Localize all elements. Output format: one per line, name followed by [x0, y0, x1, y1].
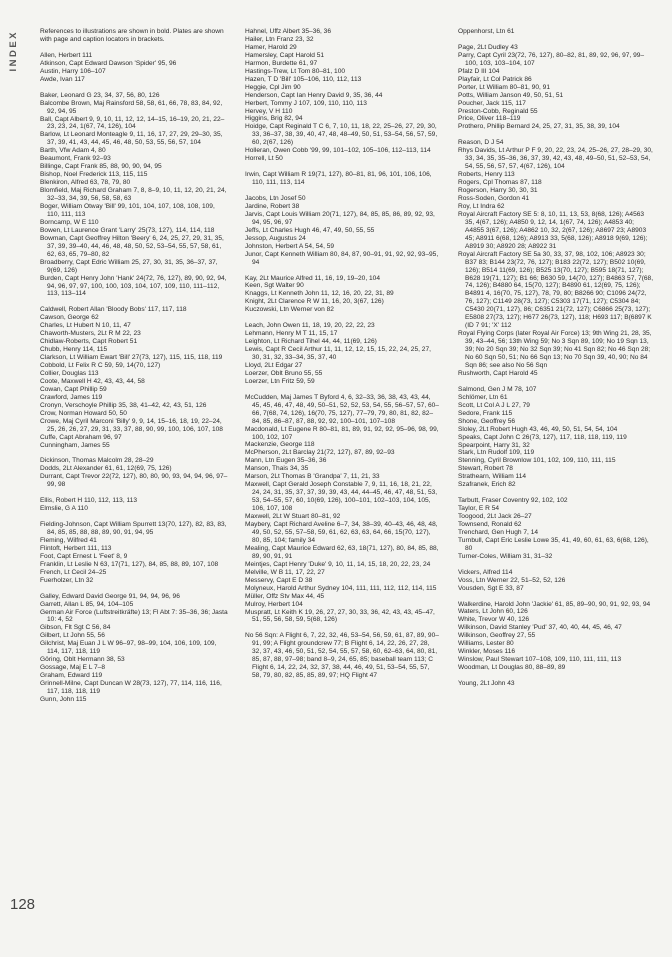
index-entry: Royal Aircraft Factory SE 5a 30, 33, 37, 98, 102, 106; A8923 30; B37 83; B144 23(72, 76, 127); B183 22(72, 127); B502 10(69, 126); B514 11(69, 126); B525 13(70, 127); B595 18(71, 127); B628 19(71, 127); B1 66; B630 59, 14(70, 127); B4863 57, 7(68, 74, 126); B4880 64, 15(70, 127); B4890 61, 12(69, 75, 126); B4891 4, 16(70, 75, 127), 78, 79, 80; B8266 90; C1096 24(72, 76, 127); C1149 28(73, 127); C5303 17(71, 127); C5304 84; C5430 20(71, 127), 86; C6351 21(72, 127); C6866 25(73, 127); E5808 27(73, 127); H677 26(73, 127), 118; H693 117; B(6897 K (ID 7 91; 'X' 112	[458, 250, 654, 330]
index-entry: Crow, Norman Howard 50, 50	[40, 409, 127, 417]
index-entry: Townsend, Ronald 62	[458, 521, 522, 529]
index-entry: Jessop, Augustus 24	[245, 234, 306, 242]
entry-gap	[40, 513, 228, 521]
index-entry: Mackenzie, George 118	[245, 441, 315, 449]
index-entry: Poucher, Jack 115, 117	[458, 99, 526, 107]
index-entry: Reason, D J 54	[458, 139, 504, 147]
index-entry: Hazen, T D 'Bill' 105–106, 110, 112, 113	[245, 75, 362, 83]
entry-gap	[245, 624, 440, 632]
index-entry: Galley, Edward David George 91, 94, 94, 96, 96	[40, 592, 180, 600]
index-entry: Blenkiron, Alfred 63, 78, 79, 80	[40, 179, 131, 187]
index-entry: Leighton, Lt Richard Tihel 44, 44, 11(69, 126)	[245, 338, 377, 346]
index-entry: Fuerholzer, Ltn 32	[40, 576, 94, 584]
index-entry: Jarvis, Capt Louis William 20(71, 127), 84, 85, 85, 86, 89, 92, 93, 94, 95, 96, 97	[245, 210, 435, 226]
index-entry: Salmond, Gen J M 78, 107	[458, 385, 537, 393]
index-entry: Hastings-Trew, Lt Tom 80–81, 100	[245, 67, 346, 75]
entry-gap	[245, 267, 440, 275]
index-column-1	[40, 28, 228, 704]
index-entry: Hahnel, Uffz Albert 35–36, 36	[245, 28, 332, 35]
index-entry: Gunn, John 115	[40, 696, 87, 704]
index-entry: Toogood, 2Lt Jack 26–27	[458, 513, 532, 521]
index-entry: Crowe, Maj Cyril Marconi 'Billy' 9, 9, 14, 15–16, 18, 19, 22–24, 25, 26, 26, 27, 29, 31, 33, 37, 88, 90, 99, 100, 106, 107, 108	[40, 417, 223, 433]
index-entry: Ellis, Robert H 110, 112, 113, 113	[40, 497, 138, 505]
index-entry: Stenning, Cyril Brownlow 101, 102, 109, 110, 111, 115	[458, 457, 616, 465]
index-entry: Scott, Lt Col A J L 27, 79	[458, 401, 530, 409]
index-entry: Voss, Ltn Werner 22, 51–52, 52, 126	[458, 576, 566, 584]
index-entry: Turnbull, Capt Eric Leslie Lowe 35, 41, 49, 60, 61, 63, 6(68, 126), 80	[458, 536, 649, 552]
index-entry: Jacobs, Ltn Josef 50	[245, 194, 306, 202]
entry-gap	[245, 386, 440, 394]
index-entry: Vousden, Sgt E 33, 87	[458, 584, 524, 592]
index-entry: Beaumont, Frank 92–93	[40, 155, 111, 163]
index-entry: Melville, W B 11, 17, 22, 27	[245, 568, 325, 576]
index-entry: Lloyd, 2Lt Edgar 27	[245, 361, 303, 369]
index-entry: Mulroy, Herbert 104	[245, 600, 303, 608]
index-entry: Irwin, Capt William R 19(71, 127), 80–81, 81, 96, 101, 106, 106, 110, 111, 113, 114	[245, 171, 432, 187]
index-entry: Price, Oliver 118–119	[458, 115, 521, 123]
index-entry: Harmon, Burdette 61, 97	[245, 59, 318, 67]
index-entry: Parry, Capt Cyril 23(72, 76, 127), 80–82, 81, 89, 92, 96, 97, 99–100, 103, 103–104, 107	[458, 51, 645, 67]
index-entry: Lewis, Capt R Cecil Arthur 11, 11, 12, 12, 15, 15, 22, 24, 25, 27, 30, 31, 32, 33–34, 35, 37, 40	[245, 346, 431, 362]
index-entry: No 56 Sqn: A Flight 6, 7, 22, 32, 46, 53–54, 56, 59, 61, 87, 89, 90–91, 99; A Flight groundcrew 77; B Flight 6, 14, 22, 26, 27, 28, 32, 37, 43, 46, 50, 51, 52, 54, 55, 57, 58, 60, 62–63, 64, 80, 81, 85, 87, 88, 97–98; band 8–9, 24, 65, 85; baseball team 113; C Flight 6, 14, 22, 24, 32, 37, 38, 44, 46, 49, 51, 53–54, 55, 57, 58, 79, 80, 82, 85, 85, 89, 97; HQ Flight 47	[245, 632, 439, 680]
index-entry: Macdonald, Lt Eugene R 80–81, 81, 89, 91, 92, 92, 95–96, 98, 99, 100, 102, 107	[245, 425, 439, 441]
entry-gap	[40, 84, 228, 92]
index-entry: Fielding-Johnson, Capt William Spurrett 13(70, 127), 82, 83, 83, 84, 85, 85, 88, 88, 89, 90, 91, 94, 95	[40, 521, 227, 537]
entry-gap	[40, 450, 228, 458]
index-entry: Walkerdine, Harold John 'Jackie' 61, 85, 89–90, 90, 91, 92, 93, 94	[458, 600, 651, 608]
entry-gap	[40, 585, 228, 593]
index-entry: Gilbert, Lt John 55, 56	[40, 632, 105, 640]
index-entry: Wilkinson, David Stanley 'Pud' 37, 40, 40, 44, 45, 46, 47	[458, 624, 622, 632]
index-entry: French, Lt Cecil 24–25	[40, 568, 107, 576]
index-entry: Chaworth-Musters, 2Lt R M 22, 23	[40, 330, 141, 338]
index-entry: Vickers, Alfred 114	[458, 568, 513, 576]
index-entry: Bishop, Noel Frederick 113, 115, 115	[40, 171, 148, 179]
index-entry: Stark, Ltn Rudolf 109, 119	[458, 449, 535, 457]
index-entry: Knight, 2Lt Clarence R W 11, 16, 20, 3(67, 126)	[245, 298, 384, 306]
entry-gap	[245, 314, 440, 322]
entry-gap	[40, 298, 228, 306]
index-entry: Ball, Capt Albert 9, 9, 10, 11, 12, 12, 14–15, 16–19, 20, 21, 22–23, 23, 24, 1(67, 74, 126), 104	[40, 115, 225, 131]
index-entry: Durrant, Capt Trevor 22(72, 127), 80, 80, 90, 93, 94, 94, 96, 97–99, 98	[40, 473, 228, 489]
index-entry: Molyneux, Harold Arthur Sydney 104, 111, 111, 112, 112, 114, 115	[245, 584, 437, 592]
index-entry: Clarkson, Lt William Ewart 'Bill' 27(73, 127), 115, 115, 118, 119	[40, 354, 223, 362]
index-entry: Spearpoint, Harry 31, 32	[458, 441, 530, 449]
index-entry: Strathearn, William 114	[458, 473, 527, 481]
index-entry: Marson, 2Lt Thomas B 'Grandpa' 7, 11, 21, 33	[245, 473, 380, 481]
index-entry: Grinnell-Milne, Capt Duncan W 28(73, 127), 77, 114, 116, 116, 117, 118, 118, 119	[40, 680, 222, 696]
index-entry: Maybery, Capt Richard Aveline 6–7, 34, 38–39, 40–43, 46, 48, 48, 49, 50, 52, 55, 57–58, 59, 61, 62, 63, 63, 64, 66, 15(70, 127), 80, 85, 104; family 34	[245, 521, 438, 544]
entry-gap	[458, 489, 654, 497]
index-entry: Young, 2Lt John 43	[458, 680, 515, 688]
index-entry: Schlömer, Ltn 61	[458, 393, 508, 401]
index-entry: Page, 2Lt Dudley 43	[458, 43, 518, 51]
index-entry: Charles, Lt Hubert N 10, 11, 47	[40, 322, 131, 330]
index-entry: Shone, Geoffrey 56	[458, 417, 516, 425]
index-entry: Turner-Coles, William 31, 31–32	[458, 552, 553, 560]
index-entry: German Air Force (Luftstreitkräfte) 13; Fl Abt 7: 35–36, 36; Jasta 10: 4, 52	[40, 608, 228, 624]
index-entry: Jardine, Robert 38	[245, 202, 300, 210]
index-entry: Gilchrist, Maj Euan J L W 96–97, 98–99, 104, 106, 109, 109, 114, 117, 118, 119	[40, 640, 217, 656]
index-entry: Maxwell, Capt Gerald Joseph Constable 7, 9, 11, 16, 18, 21, 22, 24, 24, 31, 35, 37, 37, 39, 39, 43, 44, 44–45, 46, 47, 48, 51, 53, 53, 54–55, 57, 60, 10(69, 126), 100–101, 102–103, 104, 105, 106, 107, 108	[245, 481, 438, 513]
index-entry: Kay, 2Lt Maurice Alfred 11, 16, 19, 19–20, 104	[245, 274, 381, 282]
index-entry: Meintjes, Capt Henry 'Duke' 9, 10, 11, 14, 15, 18, 20, 22, 23, 24	[245, 560, 431, 568]
index-entry: Atkinson, Capt Edward Dawson 'Spider' 95, 96	[40, 59, 177, 67]
index-entry: Lehmann, Henry M T 11, 15, 17	[245, 330, 338, 338]
entry-gap	[245, 187, 440, 195]
index-entry: Cawson, George 62	[40, 314, 99, 322]
index-intro: References to illustrations are shown in bold. Plates are shown with page and caption locators in brackets.	[40, 28, 224, 43]
index-entry: Austin, Harry 106–107	[40, 67, 106, 75]
index-entry: Horrell, Lt 50	[245, 155, 283, 163]
index-entry: Royal Aircraft Factory SE 5: 8, 10, 11, 13, 53, 8(68, 126); A4563 35, 4(67, 126); A4850 9, 12, 14, 1(67, 74, 126); A4853 40; A4855 3(67, 126); A4862 10, 32, 2(67, 126); A8697 23; A8903 45; A8911 6(68, 126); A8913 33, 5(68, 126); A8918 9(69, 126); A8919 30; A8920 28; A8922 31	[458, 210, 648, 250]
index-entry: Kuczowski, Ltn Werner von 82	[245, 306, 334, 314]
index-entry: Muspratt, Lt Keith K 19, 26, 27, 27, 30, 33, 36, 42, 43, 43, 45–47, 51, 55, 56, 58, 59, 5(68, 126)	[245, 608, 435, 624]
index-entry: White, Trevor W 40, 126	[458, 616, 530, 624]
index-entry: Hoidge, Capt Reginald T C 6, 7, 10, 11, 18, 22, 25–26, 27, 29, 30, 33, 36–37, 38, 39, 40, 47, 48, 48–49, 50, 51, 53–54, 56, 57, 59, 60, 2(67, 126)	[245, 123, 438, 147]
index-entry: Playfair, Lt Col Patrick 86	[458, 75, 532, 83]
index-entry: Rhys Davids, Lt Arthur P F 9, 20, 22, 23, 24, 25–26, 27, 28–29, 30, 33, 34, 35, 35–36, 36, 37, 39, 42, 43, 48, 49–50, 51, 52–53, 54, 54, 55, 56, 57, 57, 4(67, 126), 104	[458, 147, 653, 171]
entry-gap	[458, 593, 654, 601]
index-entry: Messervy, Capt E D 38	[245, 576, 313, 584]
index-entry: Cronyn, Verschoyle Phillip 35, 38, 41–42, 42, 43, 51, 126	[40, 401, 207, 409]
index-entry: Potts, William Janson 49, 50, 51, 51	[458, 91, 564, 99]
index-entry: Caldwell, Robert Allan 'Bloody Bobs' 117, 117, 118	[40, 306, 187, 314]
entry-gap	[458, 131, 654, 139]
index-entry: Winkler, Moses 116	[458, 648, 516, 656]
index-entry: Foot, Capt Ernest L 'Feet' 8, 9	[40, 552, 128, 560]
index-entry: Hailer, Ltn Franz 23, 32	[245, 35, 314, 43]
index-entry: Awde, Ivan 117	[40, 75, 85, 83]
index-entry: Woodman, Lt Douglas 80, 88–89, 89	[458, 664, 566, 672]
index-entry: Collier, Douglas 113	[40, 370, 99, 377]
index-entry: Bowman, Capt Geoffrey Hilton 'Beery' 6, 24, 25, 27, 29, 31, 35, 37, 39, 39–40, 44, 46, 48, 48, 50, 52, 53–54, 55, 57, 58, 61, 62, 63, 65, 79–80, 82	[40, 234, 224, 258]
entry-gap	[458, 672, 654, 680]
index-entry: Winslow, Paul Stewart 107–108, 109, 110, 111, 111, 113	[458, 656, 622, 664]
index-entry: Porter, Lt William 80–81, 90, 91	[458, 83, 550, 91]
index-entry: Garrett, Allan L 85, 94, 104–105	[40, 600, 134, 608]
index-entry: Speaks, Capt John C 26(73, 127), 117, 118, 118, 119, 119	[458, 433, 627, 441]
page-number: 128	[10, 896, 36, 913]
index-entry: Royal Flying Corps (later Royal Air Force) 13; 9th Wing 21, 28, 35, 39, 43–44, 56; 13th Wing 59; No 3 Sqn 89, 109; No 19 Sqn 13, 39; No 20 Sqn 39; No 32 Sqn 39; No 41 Sqn 82; No 46 Sqn 28; No 60 Sqn 50, 51; No 66 Sqn 13; No 70 Sqn 39, 40, 90; No 84 Sqn 86; see also No 56 Sqn	[458, 330, 652, 369]
side-index-label: INDEX	[8, 30, 19, 72]
index-entry: Wilkinson, Geoffrey 27, 55	[458, 632, 536, 640]
index-entry: Bowen, Lt Laurence Grant 'Larry' 25(73, 127), 114, 114, 118	[40, 226, 215, 234]
index-entry: Prothero, Phillip Bernard 24, 25, 27, 31, 35, 38, 39, 104	[458, 123, 620, 131]
index-entry: Gossage, Maj E L 7–8	[40, 664, 105, 672]
index-entry: Sedore, Frank 115	[458, 409, 513, 417]
entry-gap	[245, 163, 440, 171]
index-entry: Balcombe Brown, Maj Rainsford 58, 58, 61, 66, 78, 83, 84, 92, 92, 94, 95	[40, 99, 223, 115]
index-entry: Waters, Lt John 60, 126	[458, 608, 528, 616]
index-entry: Gibson, Flt Sgt C 56, 84	[40, 624, 111, 632]
index-entry: Hervey, V H 110	[245, 107, 293, 115]
index-entry: Dodds, 2Lt Alexander 61, 61, 12(69, 75, 126)	[40, 465, 172, 473]
index-entry: Higgins, Brig 82, 94	[245, 115, 303, 123]
index-entry: Holleran, Owen Cobb '99, 99, 101–102, 105–106, 112–113, 114	[245, 147, 431, 155]
index-entry: Sloley, 2Lt Robert Hugh 43, 46, 49, 50, 51, 54, 54, 104	[458, 425, 618, 433]
index-entry: Mann, Ltn Eugen 35–36, 36	[245, 457, 327, 465]
index-entry: Junor, Capt Kenneth William 80, 84, 87, 90–91, 91, 92, 92, 93–95, 94	[245, 250, 439, 266]
entry-gap	[458, 36, 654, 44]
index-entry: McCudden, Maj James T Byford 4, 6, 32–33, 36, 38, 43, 43, 44, 45, 45, 46, 47, 48, 49, 50–51, 52, 52, 53, 54, 55, 56–57, 57, 60–66, 7(68, 74, 126), 16(70, 75, 127), 77–79, 79, 80, 81, 82, 82–84, 85, 86–87, 87, 88, 92, 92, 100–101, 107–108	[245, 393, 439, 425]
index-entry: Leach, John Owen 11, 18, 19, 20, 22, 22, 23	[245, 322, 375, 330]
index-entry: Rogerson, Harry 30, 30, 31	[458, 187, 538, 195]
index-entry: Barlow, Lt Leonard Monteagle 9, 11, 16, 17, 27, 29, 29–30, 35, 37, 39, 41, 43, 44, 45, 46, 48, 50, 53, 55, 56, 57, 104	[40, 131, 223, 147]
index-entry: Cuffe, Capt Abraham 96, 97	[40, 433, 122, 441]
index-entry: Cobbold, Lt Felix R C 59, 59, 14(70, 127)	[40, 362, 161, 370]
index-entry: Roberts, Henry 113	[458, 171, 515, 179]
index-entry: Graham, Edward 119	[40, 672, 103, 680]
index-entry: Loerzer, Oblt Bruno 55, 55	[245, 369, 323, 377]
index-entry: Taylor, E R 54	[458, 505, 500, 513]
index-entry: Coote, Maxwell H 42, 43, 43, 44, 58	[40, 377, 145, 385]
index-entry: Johnston, Herbert A 54, 54, 59	[245, 242, 335, 250]
index-entry: Herbert, Tommy J 107, 109, 110, 110, 113	[245, 99, 367, 107]
index-entry: Flintoft, Herbert 111, 113	[40, 544, 112, 552]
index-entry: Ross-Soden, Gordon 41	[458, 194, 530, 202]
index-entry: Cunningham, James 55	[40, 441, 110, 449]
index-entry: Göring, Oblt Hermann 38, 53	[40, 656, 125, 664]
index-entry: Crawford, James 119	[40, 393, 103, 401]
entry-gap	[40, 489, 228, 497]
index-entry: Henderson, Capt Ian Henry David 9, 35, 36, 44	[245, 91, 383, 99]
index-entry: Rushworth, Capt Harold 45	[458, 369, 538, 377]
index-entry: Oppenhorst, Ltn 61	[458, 28, 515, 35]
index-entry: Szafranek, Erich 82	[458, 481, 516, 489]
index-entry: Broadberry, Capt Edric William 25, 27, 30, 31, 35, 36–37, 37, 9(69, 126)	[40, 258, 218, 274]
index-entry: Cowan, Capt Phillip 59	[40, 385, 107, 393]
index-entry: Roy, Lt Indra 62	[458, 202, 505, 210]
index-entry: Stewart, Robert 78	[458, 465, 513, 473]
index-entry: Pfalz D III 104	[458, 67, 500, 75]
index-entry: Billinge, Capt Frank 85, 88, 90, 90, 94, 95	[40, 163, 162, 171]
index-column-2	[245, 28, 440, 680]
index-entry: Hamersley, Capt Harold 51	[245, 51, 325, 59]
index-entry: Heggie, Cpl Jim 90	[245, 83, 301, 91]
index-entry: Elmslie, G A 110	[40, 505, 88, 513]
index-entry: Franklin, Lt Leslie N 63, 17(71, 127), 84, 85, 88, 89, 107, 108	[40, 560, 219, 568]
index-entry: Keen, Sgt Walter 90	[245, 282, 304, 290]
index-entry: Chubb, Henry 114, 115	[40, 346, 108, 354]
entry-gap	[458, 378, 654, 386]
index-entry: Barth, Vfw Adam 4, 80	[40, 147, 106, 155]
index-entry: Baker, Leonard G 23, 34, 37, 56, 80, 126	[40, 91, 160, 99]
index-entry: Allen, Herbert 111	[40, 51, 93, 59]
index-entry: Jeffs, Lt Charles Hugh 46, 47, 49, 50, 55, 55	[245, 226, 375, 234]
index-entry: Blomfield, Maj Richard Graham 7, 8, 8–9, 10, 11, 12, 20, 21, 24, 32–33, 34, 39, 56, 58, 58, 63	[40, 187, 227, 203]
index-entry: Chidlaw-Roberts, Capt Robert 51	[40, 338, 138, 346]
index-entry: Manson, Thais 34, 35	[245, 465, 309, 473]
index-column-3	[458, 28, 654, 688]
index-entry: McPherson, 2Lt Barclay 21(72, 127), 87, 89, 92–93	[245, 449, 395, 457]
index-entry: Maxwell, 2Lt W Stuart 80–81, 92	[245, 513, 341, 521]
index-entry: Trenchard, Gen Hugh 7, 14	[458, 528, 539, 536]
index-entry: Rogers, Cpl Thomas 87, 118	[458, 179, 542, 187]
index-entry: Dickinson, Thomas Malcolm 28, 28–29	[40, 457, 154, 465]
index-entry: Preston-Cobb, Reginald 55	[458, 107, 538, 115]
entry-gap	[458, 561, 654, 569]
index-entry: Borncamp, W E 110	[40, 218, 99, 226]
index-entry: Knaggs, Lt Kenneth John 11, 12, 16, 20, 22, 31, 89	[245, 290, 394, 298]
index-entry: Fleming, Wilfred 41	[40, 536, 97, 544]
index-entry: Mealing, Capt Maurice Edward 62, 63, 18(71, 127), 80, 84, 85, 88, 89, 90, 91, 91	[245, 544, 439, 560]
index-entry: Boger, William Otway 'Bill' 99, 101, 104, 107, 108, 108, 109, 110, 111, 113	[40, 203, 215, 218]
index-entry: Tarbutt, Fraser Coventry 92, 102, 102	[458, 497, 568, 505]
index-entry: Hamer, Harold 29	[245, 43, 297, 51]
index-entry: Burden, Capt Henry John 'Hank' 24(72, 76, 127), 89, 90, 92, 94, 94, 96, 97, 97, 100, 100, 103, 104, 107, 109, 110, 111–112, 113, 113–114	[40, 274, 227, 298]
index-entry: Müller, Offz Stv Max 44, 45	[245, 592, 325, 600]
index-entry: Williams, Lester 80	[458, 640, 514, 648]
index-entry: Loerzer, Ltn Fritz 59, 59	[245, 377, 315, 385]
